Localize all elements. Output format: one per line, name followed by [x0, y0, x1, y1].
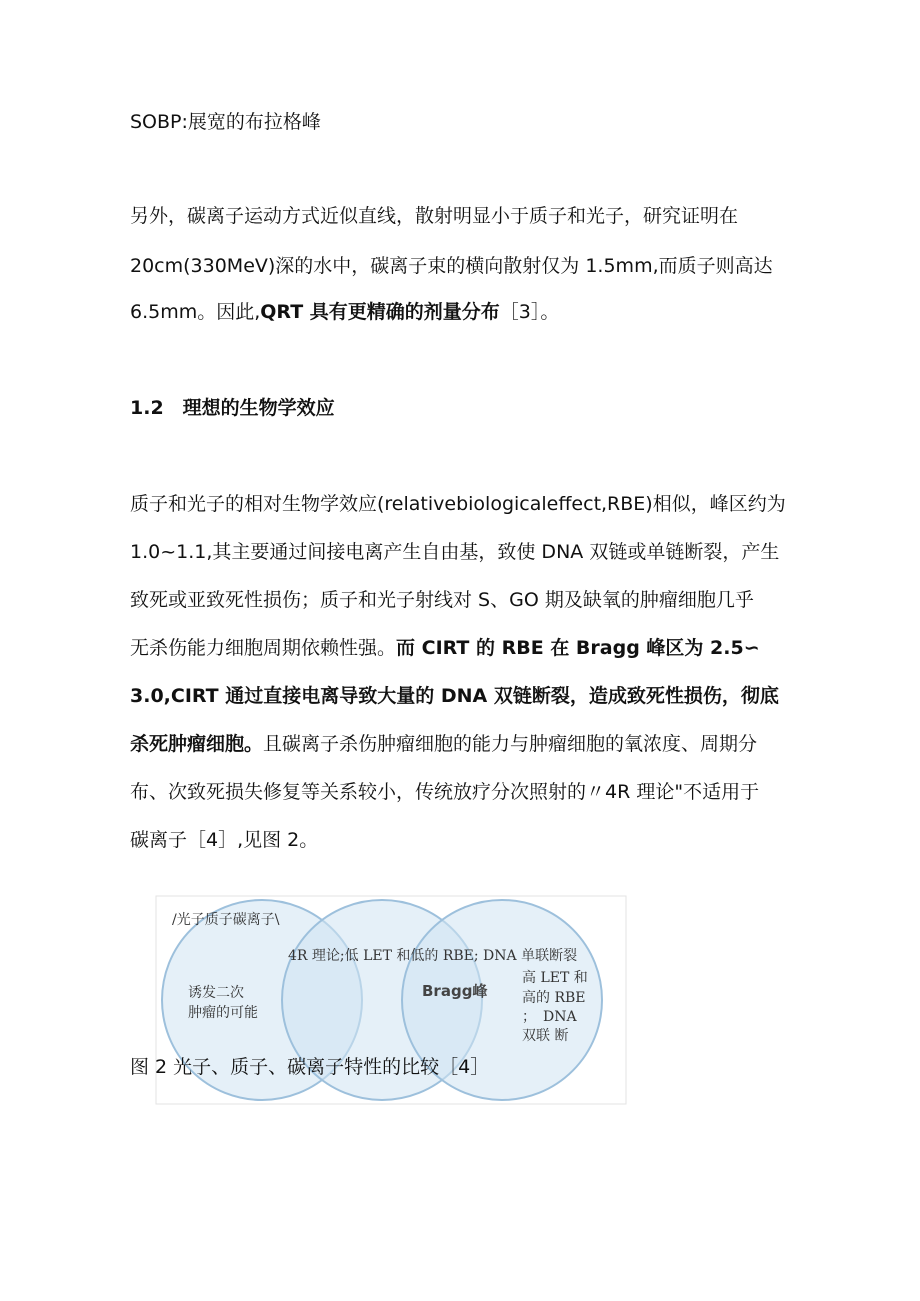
para2-line1: 质子和光子的相对生物学效应(relativebiologicaleffect,RBE)相似，峰区约为	[130, 493, 786, 515]
bragg-peak-label: Bragg峰	[422, 982, 488, 1000]
para2-line7: 布、次致死损失修复等关系较小，传统放疗分次照射的〃4R 理论"不适用于	[130, 781, 760, 803]
section-heading: 1.2 理想的生物学效应	[130, 397, 335, 419]
para1-line3	[130, 300, 559, 324]
figure-caption: 图 2 光子、质子、碳离子特性的比较［4］	[130, 1056, 490, 1078]
citation-3: ［3］。	[499, 301, 560, 323]
para2-line6	[130, 732, 757, 756]
para2-line2: 1.0~1.1,其主要通过间接电离产生自由基，致使 DNA 双链或单链断裂，产生	[130, 541, 780, 563]
para1-line3-text: 6.5mm。因此,	[130, 301, 261, 323]
para2-line5: 3.0,CIRT 通过直接电离导致大量的 DNA 双链断裂，造成致死性损伤，彻底	[130, 685, 779, 707]
para2-line3: 致死或亚致死性损伤；质子和光子射线对 S、GO 期及缺氧的肿瘤细胞几乎	[130, 589, 754, 611]
para2-line4	[130, 636, 760, 660]
sobp-line: SOBP:展宽的布拉格峰	[130, 111, 321, 133]
right-label-line4: 双联 断	[522, 1028, 569, 1044]
para2-bold-rbe: 而 CIRT 的 RBE 在 Bragg 峰区为 2.5∽	[396, 637, 760, 659]
para2-line6-text: 且碳离子杀伤肿瘤细胞的能力与肿瘤细胞的氧浓度、周期分	[263, 733, 758, 755]
para1-bold-claim: QRT 具有更精确的剂量分布	[260, 301, 500, 323]
left-label-line1: 诱发二次	[188, 985, 244, 1001]
right-label-line1: 高 LET 和	[522, 970, 588, 986]
right-label-line2: 高的 RBE	[522, 990, 586, 1006]
middle-row-label: 4R 理论;低 LET 和低的 RBE; DNA 单联断裂	[288, 948, 578, 964]
para1-line1: 另外，碳离子运动方式近似直线，散射明显小于质子和光子，研究证明在	[130, 205, 739, 227]
right-label-line3: ； DNA	[522, 1009, 577, 1025]
para1-line2: 20cm(330MeV)深的水中，碳离子束的横向散射仅为 1.5mm,而质子则高达	[130, 255, 773, 277]
para2-bold-kill: 杀死肿瘤细胞。	[130, 733, 264, 755]
left-label-line2: 肿瘤的可能	[188, 1005, 258, 1021]
para2-line4-text: 无杀伤能力细胞周期依赖性强。	[130, 637, 397, 659]
para2-line8: 碳离子［4］,见图 2。	[130, 829, 319, 851]
circle-top-labels: /光子质子碳离子\	[172, 912, 280, 928]
